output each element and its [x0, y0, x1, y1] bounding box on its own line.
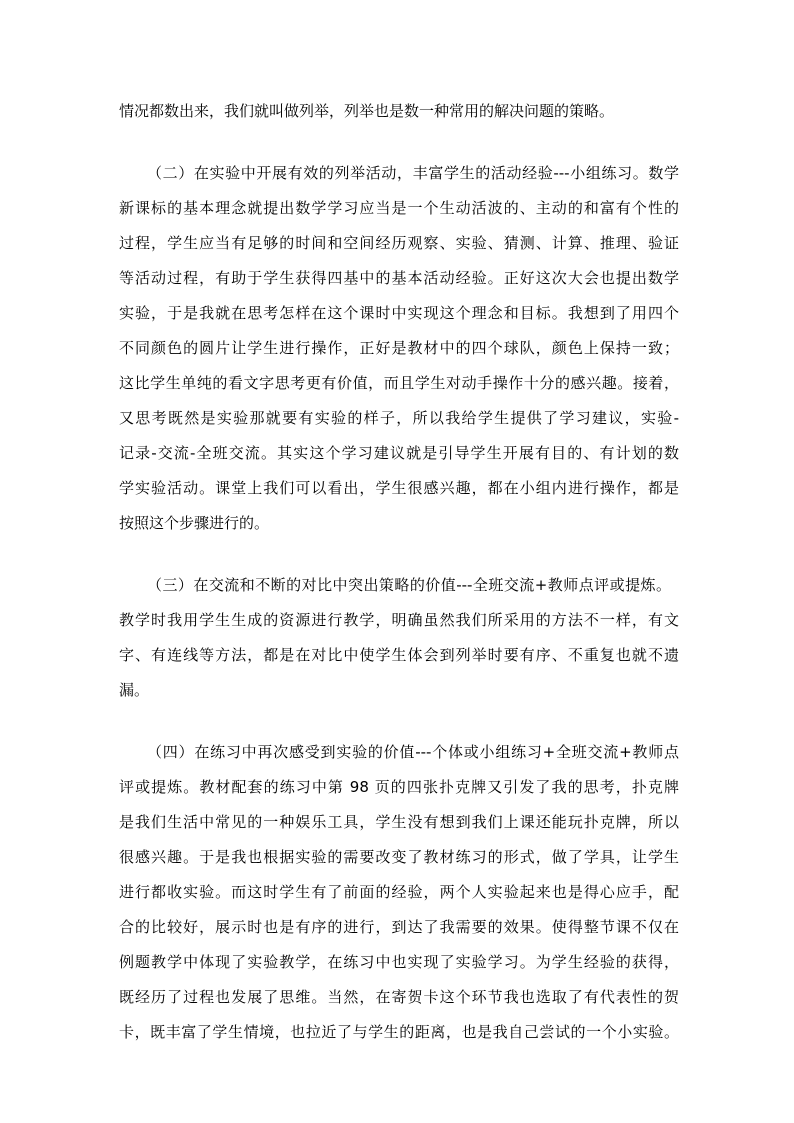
text-line: 评或提炼。教材配套的练习中第 98 页的四张扑克牌又引发了我的思考，扑克牌: [119, 778, 679, 796]
text-line: 字、有连线等方法，都是在对比中使学生体会到列举时要有序、不重复也就不遗: [119, 646, 679, 664]
text-line: 既经历了过程也发展了思维。当然，在寄贺卡这个环节我也选取了有代表性的贺: [119, 988, 679, 1006]
section-heading-line: （二）在实验中开展有效的列举活动，丰富学生的活动经验---小组练习。数学: [147, 164, 679, 182]
text-line: 进行都收实验。而这时学生有了前面的经验，两个人实验起来也是得心应手，配: [119, 883, 679, 901]
text-line: 是我们生活中常见的一种娱乐工具，学生没有想到我们上课还能玩扑克牌，所以: [119, 813, 679, 831]
section-heading-line: （四）在练习中再次感受到实验的价值---个体或小组练习+全班交流+教师点: [147, 743, 679, 761]
text-line: 例题教学中体现了实验教学，在练习中也实现了实验学习。为学生经验的获得，: [119, 953, 679, 971]
text-line: 卡，既丰富了学生情境，也拉近了与学生的距离，也是我自己尝试的一个小实验。: [119, 1023, 679, 1041]
text-line: 过程，学生应当有足够的时间和空间经历观察、实验、猜测、计算、推理、验证: [119, 234, 679, 252]
text-line: 新课标的基本理念就提出数学学习应当是一个生动活波的、主动的和富有个性的: [119, 199, 679, 217]
text-line: 等活动过程，有助于学生获得四基中的基本活动经验。正好这次大会也提出数学: [119, 269, 679, 287]
text-line: 漏。: [119, 681, 150, 699]
text-line: 不同颜色的圆片让学生进行操作，正好是教材中的四个球队，颜色上保持一致；: [119, 339, 679, 357]
text-line: 学实验活动。课堂上我们可以看出，学生很感兴趣，都在小组内进行操作，都是: [119, 479, 679, 497]
text-line: 实验，于是我就在思考怎样在这个课时中实现这个理念和目标。我想到了用四个: [119, 304, 679, 322]
text-line: 又思考既然是实验那就要有实验的样子，所以我给学生提供了学习建议，实验-: [119, 409, 679, 427]
text-line: 教学时我用学生生成的资源进行教学，明确虽然我们所采用的方法不一样，有文: [119, 611, 679, 629]
text-line: 记录-交流-全班交流。其实这个学习建议就是引导学生开展有目的、有计划的数: [119, 444, 679, 462]
text-line: 这比学生单纯的看文字思考更有价值，而且学生对动手操作十分的感兴趣。接着，: [119, 374, 679, 392]
text-line: 按照这个步骤进行的。: [119, 514, 270, 532]
text-line: 合的比较好，展示时也是有序的进行，到达了我需要的效果。使得整节课不仅在: [119, 918, 679, 936]
section-heading-line: （三）在交流和不断的对比中突出策略的价值---全班交流+教师点评或提炼。: [147, 576, 671, 594]
text-line: 情况都数出来，我们就叫做列举，列举也是数一种常用的解决问题的策略。: [119, 102, 615, 120]
text-line: 很感兴趣。于是我也根据实验的需要改变了教材练习的形式，做了学具，让学生: [119, 848, 679, 866]
